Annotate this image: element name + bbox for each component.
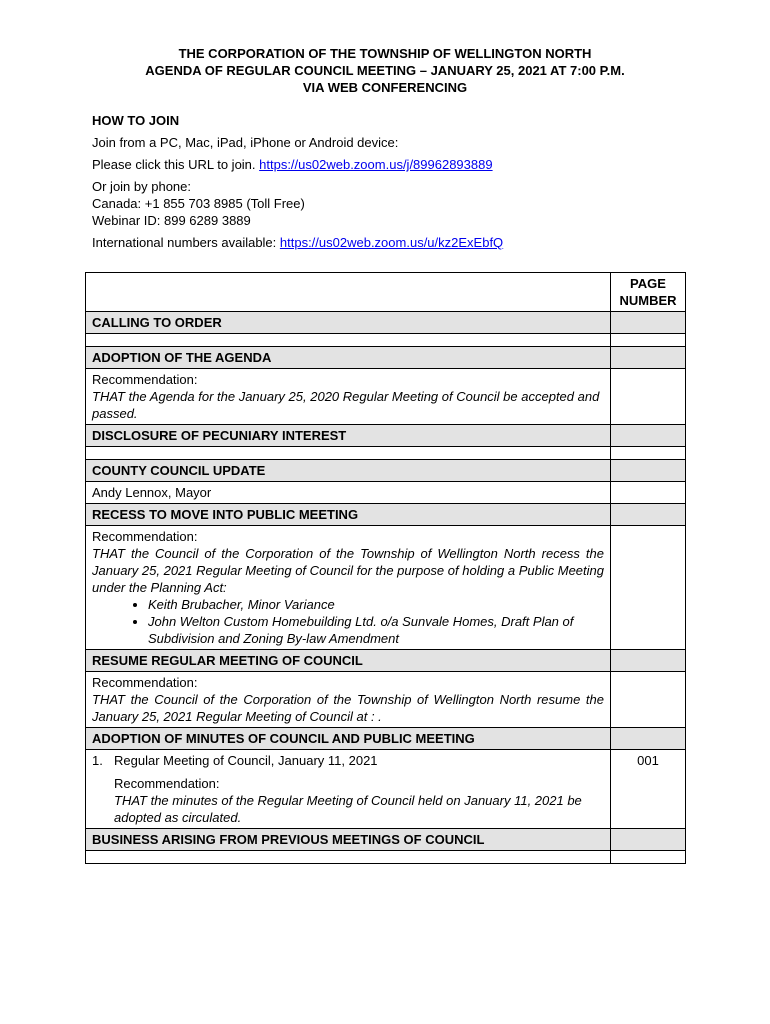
title-line-1: THE CORPORATION OF THE TOWNSHIP OF WELLINGTON NORTH — [178, 46, 592, 61]
phone-info — [92, 178, 692, 229]
resume-recommendation-row — [86, 672, 686, 728]
page-number: 001 — [611, 750, 686, 829]
phone-line-1: Or join by phone: — [92, 179, 192, 194]
section-adoption-minutes — [86, 728, 686, 750]
title-line-3: VIA WEB CONFERENCING — [302, 80, 468, 95]
section-adoption-agenda — [86, 347, 686, 369]
section-title: CALLING TO ORDER — [86, 312, 611, 334]
list-item: • Keith Brubacher, Minor Variance — [148, 596, 604, 613]
section-title: RECESS TO MOVE INTO PUBLIC MEETING — [86, 504, 611, 526]
item-title: Regular Meeting of Council, January 11, 2021 — [114, 753, 378, 768]
recess-recommendation-row — [86, 526, 686, 650]
recommendation-text: THAT the Council of the Corporation of the Township of Wellington North recess the January 25, 2021 Regular Meeting of Council for the purpose of holding a Public Meeting under the Planning Act: — [92, 546, 604, 595]
list-item: • John Welton Custom Homebuilding Ltd. o/a Sunvale Homes, Draft Plan of Subdivision and Zoning By-law Amendment — [148, 613, 604, 647]
title-line-2: AGENDA OF REGULAR COUNCIL MEETING – JANUARY 25, 2021 AT 7:00 P.M. — [145, 63, 625, 78]
public-meeting-list — [92, 596, 604, 647]
recommendation-text: THAT the Council of the Corporation of the Township of Wellington North resume the January 25, 2021 Regular Meeting of Council at : . — [92, 692, 604, 724]
recommendation-text: THAT the minutes of the Regular Meeting of Council held on January 11, 2021 be adopted as circulated. — [114, 793, 582, 825]
zoom-join-link[interactable]: https://us02web.zoom.us/j/89962893889 — [259, 157, 493, 172]
devices-text: Join from a PC, Mac, iPad, iPhone or Android device: — [92, 135, 399, 150]
document-title — [0, 45, 770, 96]
section-title: RESUME REGULAR MEETING OF COUNCIL — [86, 650, 611, 672]
page-number-header: PAGE NUMBER — [611, 273, 686, 312]
section-calling-to-order — [86, 312, 686, 334]
recommendation-label: Recommendation: — [114, 776, 220, 791]
phone-line-2: Canada: +1 855 703 8985 (Toll Free) — [92, 196, 305, 211]
county-speaker-row — [86, 482, 686, 504]
section-title: COUNTY COUNCIL UPDATE — [86, 460, 611, 482]
section-title: ADOPTION OF THE AGENDA — [86, 347, 611, 369]
how-to-join-section — [92, 112, 692, 256]
section-title: ADOPTION OF MINUTES OF COUNCIL AND PUBLIC MEETING — [86, 728, 611, 750]
join-url-line — [92, 156, 692, 173]
recommendation-label: Recommendation: — [92, 529, 198, 544]
agenda-recommendation-row — [86, 369, 686, 425]
table-header-row — [86, 273, 686, 312]
join-url-prefix: Please click this URL to join. — [92, 157, 260, 172]
county-speaker: Andy Lennox, Mayor — [86, 482, 611, 504]
minutes-item-row — [86, 750, 686, 829]
international-numbers-link[interactable]: https://us02web.zoom.us/u/kz2ExEbfQ — [279, 235, 504, 250]
section-business-arising — [86, 829, 686, 851]
recommendation-label: Recommendation: — [92, 372, 198, 387]
phone-line-3: Webinar ID: 899 6289 3889 — [92, 213, 251, 228]
item-number: 1. — [92, 753, 103, 768]
how-to-join-heading: HOW TO JOIN — [92, 113, 180, 128]
recommendation-text: THAT the Agenda for the January 25, 2020 Regular Meeting of Council be accepted and passed. — [92, 389, 600, 421]
section-recess — [86, 504, 686, 526]
intl-prefix: International numbers available: — [92, 235, 280, 250]
intl-line — [92, 234, 692, 251]
agenda-table — [85, 272, 686, 864]
section-resume — [86, 650, 686, 672]
section-county-update — [86, 460, 686, 482]
recommendation-label: Recommendation: — [92, 675, 198, 690]
section-title: DISCLOSURE OF PECUNIARY INTEREST — [86, 425, 611, 447]
section-title: BUSINESS ARISING FROM PREVIOUS MEETINGS OF COUNCIL — [86, 829, 611, 851]
section-disclosure — [86, 425, 686, 447]
